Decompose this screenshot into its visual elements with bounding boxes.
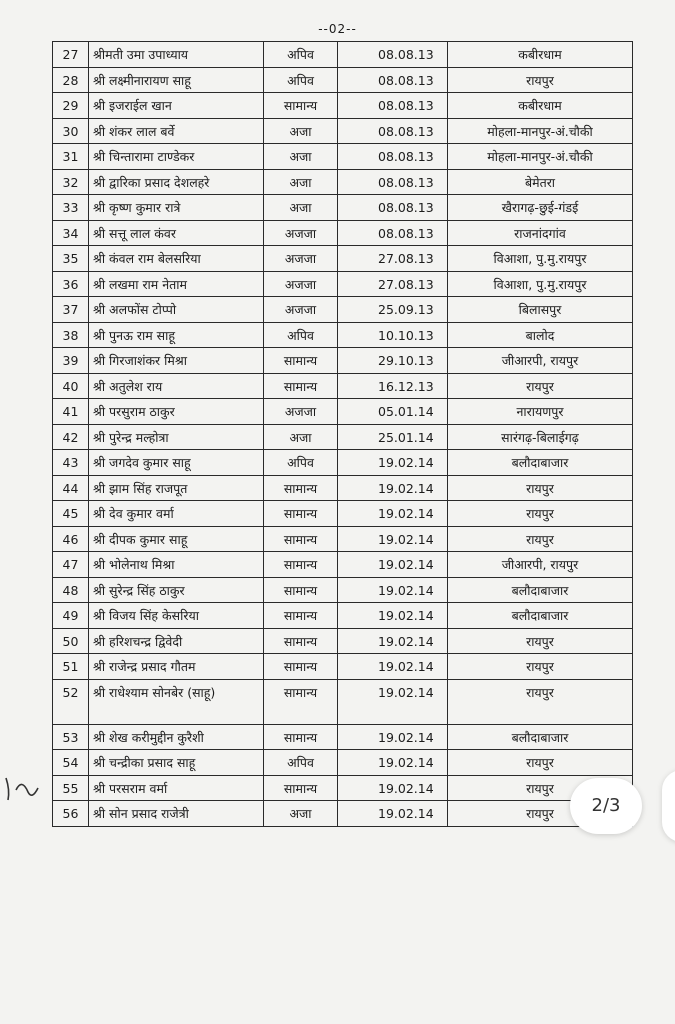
- category-cell: सामान्य: [264, 775, 338, 801]
- serial-number-cell: 43: [53, 450, 89, 476]
- date-cell: 19.02.14: [338, 801, 448, 827]
- category-cell: अजजा: [264, 399, 338, 425]
- category-cell: सामान्य: [264, 373, 338, 399]
- table-row: [53, 246, 633, 272]
- serial-number-cell: 32: [53, 169, 89, 195]
- date-cell: 19.02.14: [338, 679, 448, 724]
- personnel-table: [52, 41, 633, 827]
- table-row: [53, 552, 633, 578]
- posting-place-cell: रायपुर: [448, 373, 633, 399]
- table-row: [53, 775, 633, 801]
- table-row: [53, 322, 633, 348]
- table-row: [53, 501, 633, 527]
- date-cell: 19.02.14: [338, 450, 448, 476]
- table-row: [53, 475, 633, 501]
- serial-number-cell: 53: [53, 724, 89, 750]
- date-cell: 19.02.14: [338, 724, 448, 750]
- category-cell: अजा: [264, 144, 338, 170]
- date-cell: 19.02.14: [338, 775, 448, 801]
- next-page-bubble[interactable]: [662, 770, 675, 842]
- table-row: [53, 654, 633, 680]
- table-row: [53, 118, 633, 144]
- date-cell: 08.08.13: [338, 144, 448, 170]
- category-cell: अपिव: [264, 322, 338, 348]
- category-cell: सामान्य: [264, 679, 338, 724]
- posting-place-cell: रायपुर: [448, 526, 633, 552]
- date-cell: 19.02.14: [338, 750, 448, 776]
- serial-number-cell: 44: [53, 475, 89, 501]
- category-cell: अपिव: [264, 750, 338, 776]
- table-row: [53, 577, 633, 603]
- date-cell: 19.02.14: [338, 475, 448, 501]
- date-cell: 19.02.14: [338, 526, 448, 552]
- serial-number-cell: 48: [53, 577, 89, 603]
- officer-name-cell: श्री पुरेन्द्र मल्होत्रा: [89, 424, 264, 450]
- category-cell: सामान्य: [264, 724, 338, 750]
- officer-name-cell: श्री सोन प्रसाद राजेत्री: [89, 801, 264, 827]
- date-cell: 29.10.13: [338, 348, 448, 374]
- posting-place-cell: मोहला-मानपुर-अं.चौकी: [448, 144, 633, 170]
- date-cell: 08.08.13: [338, 118, 448, 144]
- serial-number-cell: 34: [53, 220, 89, 246]
- serial-number-cell: 47: [53, 552, 89, 578]
- date-cell: 08.08.13: [338, 67, 448, 93]
- officer-name-cell: श्री द्वारिका प्रसाद देशलहरे: [89, 169, 264, 195]
- table-row: [53, 195, 633, 221]
- officer-name-cell: श्री पुनऊ राम साहू: [89, 322, 264, 348]
- category-cell: सामान्य: [264, 552, 338, 578]
- table-row: [53, 144, 633, 170]
- officer-name-cell: श्री कंवल राम बेलसरिया: [89, 246, 264, 272]
- pen-mark: [2, 770, 42, 810]
- table-row: [53, 220, 633, 246]
- date-cell: 08.08.13: [338, 220, 448, 246]
- date-cell: 19.02.14: [338, 628, 448, 654]
- officer-name-cell: श्री सुरेन्द्र सिंह ठाकुर: [89, 577, 264, 603]
- table-row: [53, 169, 633, 195]
- officer-name-cell: श्री देव कुमार वर्मा: [89, 501, 264, 527]
- category-cell: अपिव: [264, 450, 338, 476]
- date-cell: 27.08.13: [338, 246, 448, 272]
- officer-name-cell: श्री सत्तू लाल कंवर: [89, 220, 264, 246]
- serial-number-cell: 31: [53, 144, 89, 170]
- date-cell: 19.02.14: [338, 552, 448, 578]
- table-row: [53, 42, 633, 68]
- serial-number-cell: 35: [53, 246, 89, 272]
- category-cell: अजा: [264, 424, 338, 450]
- category-cell: अपिव: [264, 67, 338, 93]
- officer-name-cell: श्री कृष्ण कुमार रात्रे: [89, 195, 264, 221]
- officer-name-cell: श्री परसुराम ठाकुर: [89, 399, 264, 425]
- officer-name-cell: श्री झाम सिंह राजपूत: [89, 475, 264, 501]
- serial-number-cell: 33: [53, 195, 89, 221]
- category-cell: सामान्य: [264, 654, 338, 680]
- table-row: [53, 373, 633, 399]
- page-indicator[interactable]: 2/3: [570, 778, 642, 834]
- serial-number-cell: 49: [53, 603, 89, 629]
- posting-place-cell: बेमेतरा: [448, 169, 633, 195]
- serial-number-cell: 38: [53, 322, 89, 348]
- category-cell: अजा: [264, 118, 338, 144]
- officer-name-cell: श्री लखमा राम नेताम: [89, 271, 264, 297]
- serial-number-cell: 55: [53, 775, 89, 801]
- table-row: [53, 603, 633, 629]
- posting-place-cell: रायपुर: [448, 750, 633, 776]
- table-row: [53, 297, 633, 323]
- serial-number-cell: 50: [53, 628, 89, 654]
- officer-name-cell: श्री लक्ष्मीनारायण साहू: [89, 67, 264, 93]
- serial-number-cell: 46: [53, 526, 89, 552]
- officer-name-cell: श्री परसराम वर्मा: [89, 775, 264, 801]
- officer-name-cell: श्री चन्द्रीका प्रसाद साहू: [89, 750, 264, 776]
- posting-place-cell: रायपुर: [448, 501, 633, 527]
- table-row: [53, 750, 633, 776]
- serial-number-cell: 39: [53, 348, 89, 374]
- category-cell: अजजा: [264, 246, 338, 272]
- serial-number-cell: 40: [53, 373, 89, 399]
- date-cell: 16.12.13: [338, 373, 448, 399]
- officer-name-cell: श्री राजेन्द्र प्रसाद गौतम: [89, 654, 264, 680]
- officer-name-cell: श्री अलफोंस टोप्पो: [89, 297, 264, 323]
- category-cell: अपिव: [264, 42, 338, 68]
- date-cell: 25.09.13: [338, 297, 448, 323]
- officer-name-cell: श्री जगदेव कुमार साहू: [89, 450, 264, 476]
- serial-number-cell: 27: [53, 42, 89, 68]
- posting-place-cell: बालोद: [448, 322, 633, 348]
- table-row: [53, 724, 633, 750]
- serial-number-cell: 28: [53, 67, 89, 93]
- serial-number-cell: 56: [53, 801, 89, 827]
- date-cell: 08.08.13: [338, 195, 448, 221]
- posting-place-cell: जीआरपी, रायपुर: [448, 552, 633, 578]
- posting-place-cell: रायपुर: [448, 679, 633, 724]
- category-cell: सामान्य: [264, 526, 338, 552]
- category-cell: अजा: [264, 195, 338, 221]
- table-row: [53, 679, 633, 724]
- posting-place-cell: नारायणपुर: [448, 399, 633, 425]
- category-cell: सामान्य: [264, 603, 338, 629]
- table-row: [53, 271, 633, 297]
- posting-place-cell: जीआरपी, रायपुर: [448, 348, 633, 374]
- posting-place-cell: रायपुर: [448, 628, 633, 654]
- date-cell: 08.08.13: [338, 169, 448, 195]
- table-row: [53, 348, 633, 374]
- category-cell: सामान्य: [264, 348, 338, 374]
- posting-place-cell: बलौदाबाजार: [448, 577, 633, 603]
- category-cell: अजा: [264, 801, 338, 827]
- date-cell: 19.02.14: [338, 577, 448, 603]
- date-cell: 19.02.14: [338, 603, 448, 629]
- posting-place-cell: कबीरधाम: [448, 93, 633, 119]
- posting-place-cell: राजनांदगांव: [448, 220, 633, 246]
- table-row: [53, 67, 633, 93]
- serial-number-cell: 37: [53, 297, 89, 323]
- serial-number-cell: 36: [53, 271, 89, 297]
- date-cell: 05.01.14: [338, 399, 448, 425]
- table-row: [53, 93, 633, 119]
- posting-place-cell: सारंगढ़-बिलाईगढ़: [448, 424, 633, 450]
- officer-name-cell: श्री चिन्तारामा टाण्डेकर: [89, 144, 264, 170]
- category-cell: सामान्य: [264, 577, 338, 603]
- date-cell: 08.08.13: [338, 42, 448, 68]
- serial-number-cell: 30: [53, 118, 89, 144]
- posting-place-cell: मोहला-मानपुर-अं.चौकी: [448, 118, 633, 144]
- posting-place-cell: बलौदाबाजार: [448, 724, 633, 750]
- officer-name-cell: श्रीमती उमा उपाध्याय: [89, 42, 264, 68]
- officer-name-cell: श्री राधेश्याम सोनबेर (साहू): [89, 679, 264, 724]
- posting-place-cell: रायपुर: [448, 475, 633, 501]
- officer-name-cell: श्री अतुलेश राय: [89, 373, 264, 399]
- posting-place-cell: खैरागढ़-छुई-गंडई: [448, 195, 633, 221]
- date-cell: 10.10.13: [338, 322, 448, 348]
- date-cell: 19.02.14: [338, 501, 448, 527]
- table-row: [53, 628, 633, 654]
- posting-place-cell: रायपुर: [448, 67, 633, 93]
- officer-name-cell: श्री दीपक कुमार साहू: [89, 526, 264, 552]
- posting-place-cell: विआशा, पु.मु.रायपुर: [448, 246, 633, 272]
- table-row: [53, 399, 633, 425]
- category-cell: अजजा: [264, 271, 338, 297]
- officer-name-cell: श्री इजराईल खान: [89, 93, 264, 119]
- table-row: [53, 526, 633, 552]
- serial-number-cell: 45: [53, 501, 89, 527]
- category-cell: अजजा: [264, 220, 338, 246]
- officer-name-cell: श्री गिरजाशंकर मिश्रा: [89, 348, 264, 374]
- posting-place-cell: रायपुर: [448, 801, 633, 827]
- category-cell: सामान्य: [264, 628, 338, 654]
- posting-place-cell: कबीरधाम: [448, 42, 633, 68]
- serial-number-cell: 51: [53, 654, 89, 680]
- posting-place-cell: रायपुर: [448, 775, 633, 801]
- category-cell: सामान्य: [264, 93, 338, 119]
- table-row: [53, 801, 633, 827]
- table-row: [53, 450, 633, 476]
- date-cell: 27.08.13: [338, 271, 448, 297]
- serial-number-cell: 29: [53, 93, 89, 119]
- officer-name-cell: श्री हरिशचन्द्र द्विवेदी: [89, 628, 264, 654]
- serial-number-cell: 41: [53, 399, 89, 425]
- officer-name-cell: श्री शंकर लाल बर्वे: [89, 118, 264, 144]
- date-cell: 25.01.14: [338, 424, 448, 450]
- serial-number-cell: 54: [53, 750, 89, 776]
- table-row: [53, 424, 633, 450]
- posting-place-cell: बलौदाबाजार: [448, 450, 633, 476]
- serial-number-cell: 52: [53, 679, 89, 724]
- posting-place-cell: विआशा, पु.मु.रायपुर: [448, 271, 633, 297]
- page-number: --02--: [318, 22, 357, 36]
- officer-name-cell: श्री शेख करीमुद्दीन कुरैशी: [89, 724, 264, 750]
- category-cell: सामान्य: [264, 501, 338, 527]
- category-cell: अजा: [264, 169, 338, 195]
- posting-place-cell: बलौदाबाजार: [448, 603, 633, 629]
- category-cell: सामान्य: [264, 475, 338, 501]
- posting-place-cell: बिलासपुर: [448, 297, 633, 323]
- category-cell: अजजा: [264, 297, 338, 323]
- date-cell: 19.02.14: [338, 654, 448, 680]
- serial-number-cell: 42: [53, 424, 89, 450]
- officer-name-cell: श्री भोलेनाथ मिश्रा: [89, 552, 264, 578]
- date-cell: 08.08.13: [338, 93, 448, 119]
- posting-place-cell: रायपुर: [448, 654, 633, 680]
- officer-name-cell: श्री विजय सिंह केसरिया: [89, 603, 264, 629]
